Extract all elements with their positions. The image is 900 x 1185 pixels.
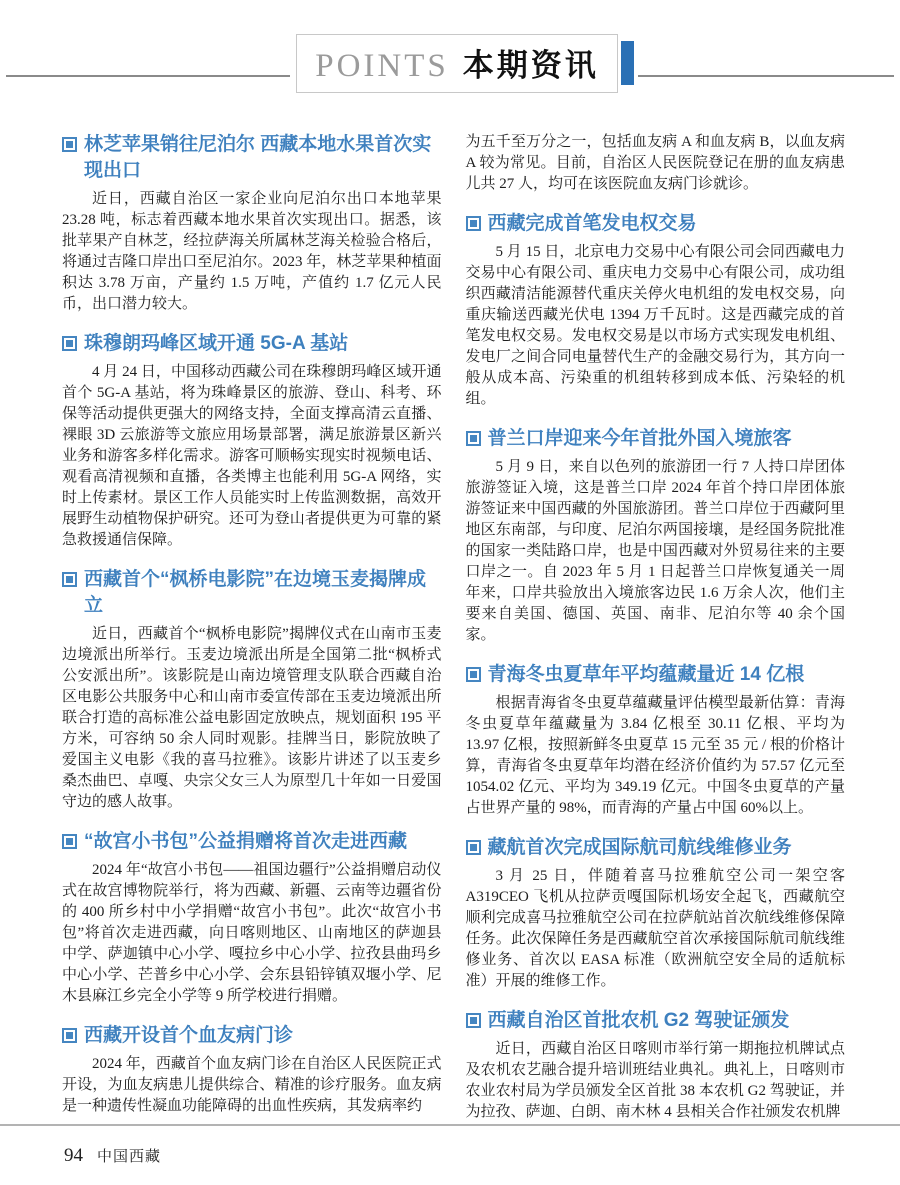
left-column [62, 132, 442, 1123]
article-title [62, 331, 442, 357]
news-article [62, 1023, 442, 1117]
section-square-inner-icon [66, 1032, 73, 1039]
article-title-text: 西藏完成首笔发电权交易 [487, 213, 697, 234]
header-title-zh: 本期资讯 [462, 47, 599, 83]
section-square-icon [62, 572, 77, 587]
section-square-icon [466, 1013, 481, 1028]
header-right-rule [638, 75, 894, 77]
news-article [466, 662, 846, 819]
header-left-rule [6, 75, 290, 77]
article-title-text: “故宫小书包”公益捐赠将首次走进西藏 [84, 831, 408, 852]
article-title [62, 829, 442, 855]
article-title-text: 西藏开设首个血友病门诊 [84, 1025, 294, 1046]
news-article [466, 835, 846, 992]
header-title-en: POINTS [315, 47, 449, 84]
article-body: 根据青海省冬虫夏草蕴藏量评估模型最新估算：青海冬虫夏草年蕴藏量为 3.84 亿根至 30.11 亿根、平均为 13.97 亿根，按照新鲜冬虫夏草 15 元至 35 元 / 根的价格计算，青海省冬虫夏草年均潜在经济价值约为 57.57 亿元至 1054.02 亿元、平均为 349.19 亿元。中国冬虫夏草的产量占世界产量的 98%，而青海的产量占中国 60%以上。 [465, 695, 845, 816]
section-square-inner-icon [66, 340, 73, 347]
section-square-inner-icon [470, 844, 477, 851]
article-body: 近日，西藏自治区一家企业向尼泊尔出口本地苹果 23.28 吨，标志着西藏本地水果首次实现出口。据悉，该批苹果产自林芝，经拉萨海关所属林芝海关检验合格后，将通过吉隆口岸出口至尼泊尔。2023 年，林芝苹果种植面积达 3.78 万亩，产量约 1.5 万吨，产值约 1.7 亿元人民币，出口潜力较大。 [62, 191, 442, 312]
section-square-icon [62, 336, 77, 351]
right-column [466, 132, 846, 1123]
article-title-text: 西藏自治区首批农机 G2 驾驶证颁发 [487, 1010, 790, 1031]
section-square-icon [62, 1028, 77, 1043]
article-body: 近日，西藏自治区日喀则市举行第一期拖拉机牌试点及农机农艺融合提升培训班结业典礼。典礼上，日喀则市农业农村局为学员颁发全区首批 38 本农机 G2 驾驶证，并为拉孜、萨迦、白朗、南木林 4 县相关合作社颁发农机牌 [465, 1041, 845, 1120]
content-columns [62, 132, 845, 1123]
header-accent-bar [621, 41, 634, 85]
article-body-continuation: 为五千至万分之一，包括血友病 A 和血友病 B，以血友病 A 较为常见。目前，自治区人民医院登记在册的血友病患儿共 27 人，均可在该医院血友病门诊就诊。 [465, 134, 845, 192]
article-title [62, 1023, 442, 1049]
article-title [466, 1008, 846, 1034]
article-title-text: 青海冬虫夏草年平均蕴藏量近 14 亿根 [487, 664, 805, 685]
page-number: 94 [64, 1145, 83, 1166]
section-square-inner-icon [470, 1017, 477, 1024]
article-body: 5 月 15 日，北京电力交易中心有限公司会同西藏电力交易中心有限公司、重庆电力交易中心有限公司，成功组织西藏清洁能源替代重庆关停火电机组的发电权交易，向重庆输送西藏光伏电 1394 万千瓦时。这是西藏完成的首笔发电权交易。发电权交易是以市场方式实现发电机组、发电厂之间合同电量替代生产的金融交易行为，其方向一般从成本高、污染重的机组转移到成本低、污染轻的机组。 [465, 244, 845, 407]
news-article [62, 331, 442, 551]
article-title-text: 藏航首次完成国际航司航线维修业务 [487, 837, 792, 858]
news-article [466, 1008, 846, 1123]
article-title [466, 835, 846, 861]
section-square-inner-icon [66, 141, 73, 148]
news-article [62, 132, 442, 315]
section-square-icon [466, 840, 481, 855]
news-article [62, 829, 442, 1007]
article-body: 2024 年“故宫小书包——祖国边疆行”公益捐赠启动仪式在故宫博物院举行，将为西藏、新疆、云南等边疆省份的 400 所乡村中小学捐赠“故宫小书包”。此次“故宫小书包”将首次走进西藏，向日喀则地区、山南地区的萨迦县中学、萨迦镇中心小学、嘎拉乡中心小学、拉孜县曲玛乡中心小学、芒普乡中心小学、会东县铅锌镇双堰小学、尼木县麻江乡完全小学等 9 所学校进行捐赠。 [62, 862, 442, 1004]
section-square-icon [466, 667, 481, 682]
section-square-inner-icon [470, 671, 477, 678]
section-square-inner-icon [66, 838, 73, 845]
news-article [62, 567, 442, 813]
section-square-icon [466, 216, 481, 231]
magazine-name: 中国西藏 [97, 1148, 162, 1165]
article-body: 近日，西藏首个“枫桥电影院”揭牌仪式在山南市玉麦边境派出所举行。玉麦边境派出所是全国第二批“枫桥式公安派出所”。该影院是山南边境管理支队联合西藏自治区电影公共服务中心和山南市委宣传部在玉麦边境派出所联合打造的高标准公益电影固定放映点，规划面积 195 平方米，可容纳 50 余人同时观影。挂牌当日，影院放映了爱国主义电影《我的喜马拉雅》。该影片讲述了以玉麦乡桑杰曲巴、卓嘎、央宗父女三人为原型几十年如一日爱国守边的感人故事。 [62, 626, 442, 810]
section-square-icon [62, 137, 77, 152]
page-header [0, 34, 900, 92]
news-article [466, 211, 846, 410]
article-title [466, 662, 846, 688]
article-title [466, 211, 846, 237]
article-title [466, 426, 846, 452]
article-title-text: 西藏首个“枫桥电影院”在边境玉麦揭牌成立 [84, 569, 427, 616]
section-square-inner-icon [470, 220, 477, 227]
page-footer [64, 1145, 161, 1167]
footer-rule [0, 1124, 900, 1126]
article-title [62, 567, 442, 619]
section-square-icon [466, 431, 481, 446]
section-square-inner-icon [470, 435, 477, 442]
article-title-text: 珠穆朗玛峰区域开通 5G-A 基站 [84, 333, 349, 354]
article-title-text: 林芝苹果销往尼泊尔 西藏本地水果首次实现出口 [84, 134, 432, 181]
article-body: 2024 年，西藏首个血友病门诊在自治区人民医院正式开设，为血友病患儿提供综合、精准的诊疗服务。血友病是一种遗传性凝血功能障碍的出血性疾病，其发病率约 [62, 1056, 442, 1114]
article-body: 3 月 25 日，伴随着喜马拉雅航空公司一架空客 A319CEO 飞机从拉萨贡嘎国际机场安全起飞，西藏航空顺利完成喜马拉雅航空公司在拉萨航站首次航线维修保障任务。此次保障任务是西藏航空首次承接国际航司航线维修业务、首次以 EASA 标准（欧洲航空安全局的适航标准）开展的维修工作。 [465, 868, 845, 989]
article-body: 5 月 9 日，来自以色列的旅游团一行 7 人持口岸团体旅游签证入境，这是普兰口岸 2024 年首个持口岸团体旅游签证来中国西藏的外国旅游团。普兰口岸位于西藏阿里地区东南部，与印度、尼泊尔两国接壤，是经国务院批准的国家一类陆路口岸，也是中国西藏对外贸易往来的主要口岸之一。自 2023 年 5 月 1 日起普兰口岸恢复通关一周年来，口岸共验放出入境旅客边民 1.6 万余人次，他们主要来自美国、德国、英国、南非、尼泊尔等 40 余个国家。 [465, 459, 845, 643]
article-body: 4 月 24 日，中国移动西藏公司在珠穆朗玛峰区域开通首个 5G-A 基站，将为珠峰景区的旅游、登山、科考、环保等活动提供更强大的网络支持，全面支撑高清云直播、裸眼 3D 云旅游等文旅应用场景部署，满足旅游景区新兴业务和游客多样化需求。游客可顺畅实现实时视频电话、观看高清视频和直播，各类博主也能利用 5G-A 网络，实时上传素材。景区工作人员能实时上传监测数据，高效开展野生动植物保护研究。还可为登山者提供更为可靠的紧急救援通信保障。 [62, 364, 442, 548]
section-square-icon [62, 834, 77, 849]
news-article [466, 426, 846, 646]
header-title-box [296, 34, 618, 93]
section-square-inner-icon [66, 576, 73, 583]
article-title-text: 普兰口岸迎来今年首批外国入境旅客 [487, 428, 792, 449]
article-title [62, 132, 442, 184]
